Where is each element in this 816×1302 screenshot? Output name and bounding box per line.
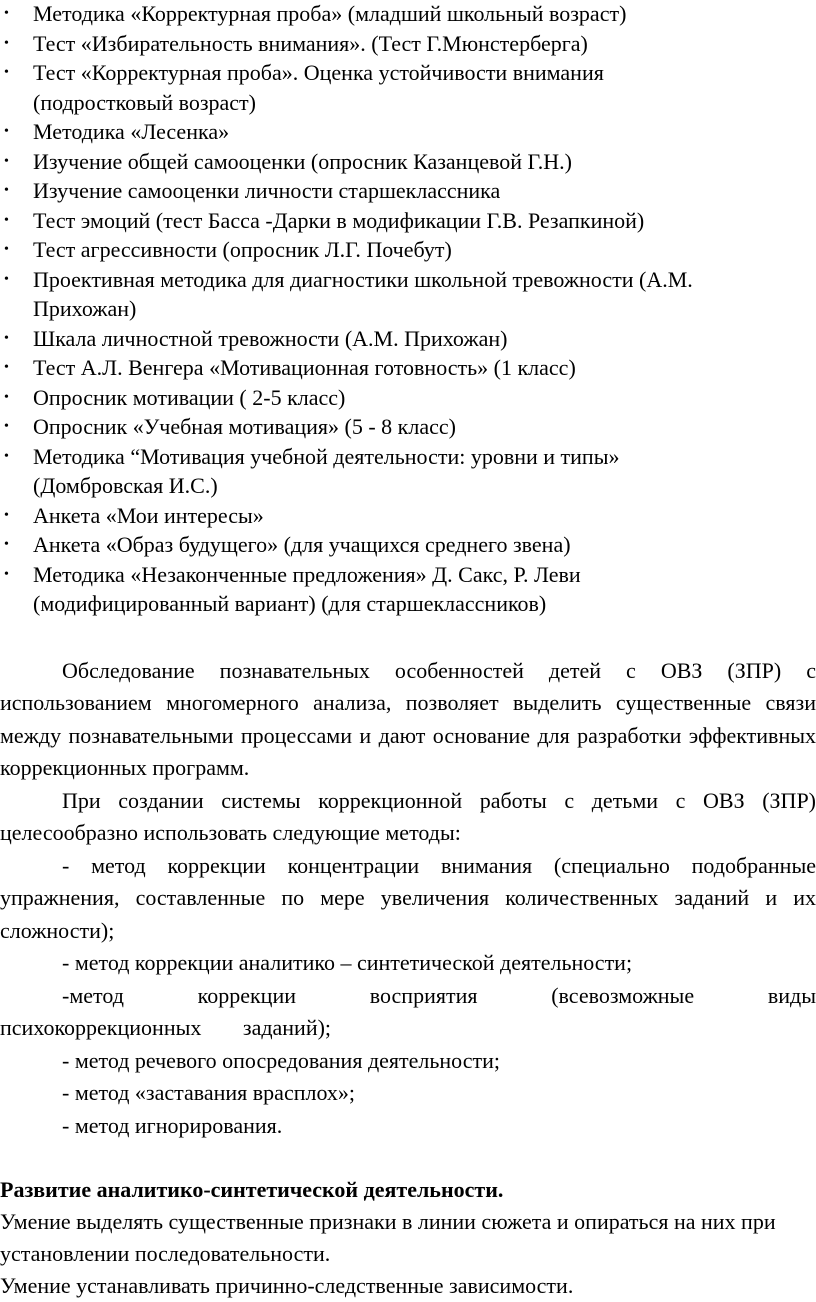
list-item <box>0 324 816 354</box>
list-item-text: Анкета «Образ будущего» (для учащихся среднего звена) <box>33 532 571 557</box>
paragraph-examination: Обследование познавательных особенностей детей с ОВЗ (ЗПР) с использованием многомерного анализа, позволяет выделить существенные связи между познавательными процессами и дают основание для разработки эффективных коррекционных программ. <box>0 657 816 780</box>
paragraph-correction-system: При создании системы коррекционной работы с детьми с ОВЗ (ЗПР) целесообразно использовать следующие методы: <box>0 787 816 845</box>
list-item <box>0 353 816 383</box>
list-item <box>0 383 816 413</box>
list-item-text: Тест агрессивности (опросник Л.Г. Почебут) <box>33 237 452 262</box>
list-item-text: Опросник «Учебная мотивация» (5 - 8 класс) <box>33 414 456 439</box>
list-item <box>0 147 816 177</box>
list-item <box>0 235 816 265</box>
method-item: - метод коррекции аналитико – синтетической деятельности; <box>62 950 633 975</box>
list-item-text: Тест эмоций (тест Басса -Дарки в модификации Г.В. Резапкиной) <box>33 207 645 233</box>
bullet-icon: • <box>4 448 9 464</box>
list-item-text: Методика «Лесенка» <box>33 119 230 144</box>
method-item: - метод «заставания врасплох»; <box>62 1080 356 1105</box>
list-item <box>0 29 816 59</box>
list-item-text: Проективная методика для диагностики школьной тревожности (А.М. Прихожан) <box>33 266 693 321</box>
bullet-icon: • <box>4 65 9 80</box>
bullet-icon: • <box>4 330 9 346</box>
list-item <box>0 176 816 206</box>
list-item <box>0 58 816 117</box>
diagnostic-methods-list <box>0 0 816 619</box>
list-item-text: Методика “Мотивация учебной деятельности: уровни и типы» (Домбровская И.С.) <box>33 443 620 498</box>
list-item-text: Методика «Корректурная проба» (младший школьный возраст) <box>33 1 627 26</box>
method-item: - метод речевого опосредования деятельности; <box>62 1047 500 1073</box>
list-item-text: Анкета «Мои интересы» <box>33 502 264 528</box>
bullet-icon: • <box>4 360 9 375</box>
bullet-icon: • <box>4 153 9 169</box>
list-item <box>0 206 816 236</box>
bullet-icon: • <box>4 35 9 51</box>
bullet-icon: • <box>4 537 9 552</box>
list-item <box>0 530 816 560</box>
list-item <box>0 265 816 324</box>
list-item-text: Изучение самооценки личности старшеклассника <box>33 178 501 203</box>
list-item-text: Методика «Незаконченные предложения» Д. Сакс, Р. Леви (модифицированный вариант) (для старшеклассников) <box>33 561 581 616</box>
bullet-icon: • <box>4 419 9 434</box>
list-item <box>0 0 816 29</box>
section-line: Умение выделять существенные признаки в линии сюжета и опираться на них при установлении последовательности. <box>0 1209 776 1266</box>
section-line: Умение устанавливать причинно-следственные зависимости. <box>0 1273 574 1298</box>
bullet-icon: • <box>4 271 9 287</box>
bullet-icon: • <box>4 183 9 198</box>
bullet-icon: • <box>4 212 9 228</box>
list-item-text: Опросник мотивации ( 2-5 класс) <box>33 384 346 410</box>
list-item <box>0 442 816 501</box>
bullet-icon: • <box>4 507 9 523</box>
list-item <box>0 117 816 147</box>
bullet-icon: • <box>4 566 9 582</box>
method-item: -метод коррекции восприятия (всевозможные виды психокоррекционных заданий); <box>0 982 816 1040</box>
list-item-text: Тест «Избирательность внимания». (Тест Г.Мюнстерберга) <box>33 30 588 56</box>
list-item <box>0 501 816 531</box>
list-item-text: Изучение общей самооценки (опросник Казанцевой Г.Н.) <box>33 148 572 174</box>
bullet-icon: • <box>4 6 9 21</box>
bullet-icon: • <box>4 242 9 257</box>
list-item <box>0 412 816 442</box>
list-item-text: Тест «Корректурная проба». Оценка устойчивости внимания (подростковый возраст) <box>33 60 604 115</box>
list-item-text: Шкала личностной тревожности (А.М. Прихожан) <box>33 325 508 351</box>
section-heading: Развитие аналитико-синтетической деятельности. <box>0 1177 504 1202</box>
method-item: - метод коррекции концентрации внимания (специально подобранные упражнения, составленные по мере увеличения количественных заданий и их сложности); <box>0 852 816 943</box>
list-item-text: Тест А.Л. Венгера «Мотивационная готовность» (1 класс) <box>33 355 576 380</box>
bullet-icon: • <box>4 389 9 405</box>
list-item <box>0 560 816 619</box>
method-item: - метод игнорирования. <box>62 1112 283 1138</box>
bullet-icon: • <box>4 124 9 139</box>
